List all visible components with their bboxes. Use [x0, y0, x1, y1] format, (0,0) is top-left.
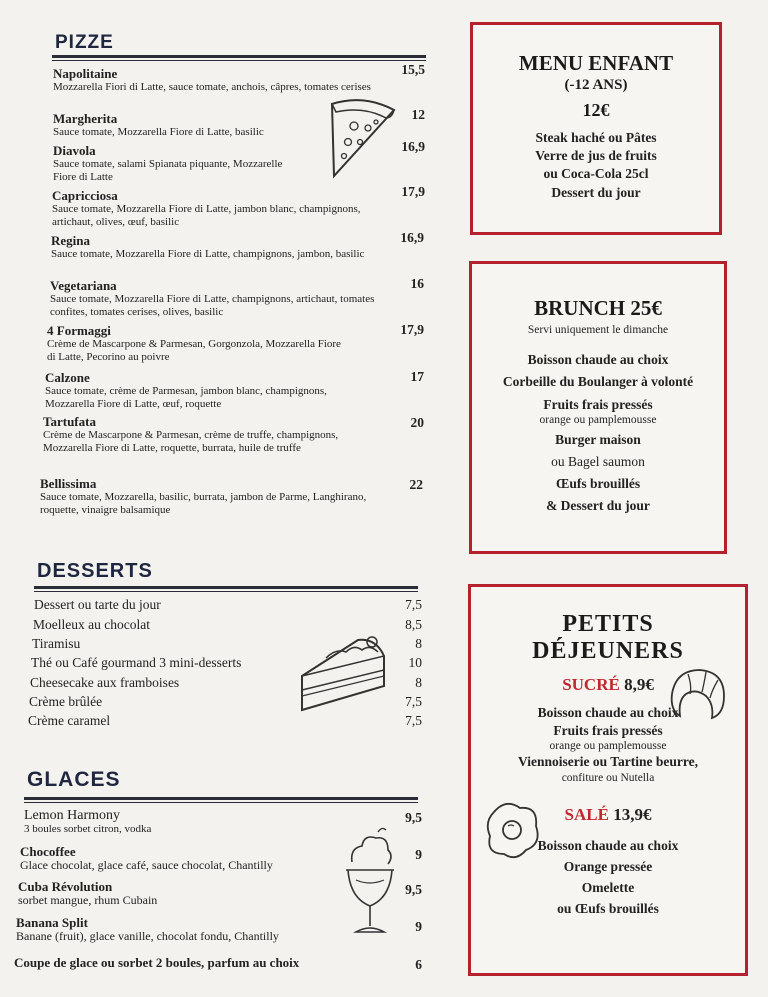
- brunch-subline: orange ou pamplemousse: [539, 414, 657, 426]
- pdj-title-1: PETITS: [562, 611, 654, 637]
- sucre-price: 8,9€: [624, 675, 654, 694]
- item-price: 12: [411, 107, 425, 122]
- glace-banana-split: [16, 916, 366, 943]
- dessert-item: Dessert ou tarte du jour: [34, 597, 161, 612]
- item-desc: sorbet mangue, rhum Cubain: [18, 893, 158, 907]
- pdj-line: ou Œufs brouillés: [557, 901, 659, 916]
- item-name: Vegetariana: [50, 278, 117, 293]
- pizza-4-formaggi: [47, 324, 347, 363]
- pdj-line: Boisson chaude au choix: [537, 838, 679, 853]
- item-price: 15,5: [401, 62, 425, 77]
- pdj-line: Omelette: [581, 880, 635, 895]
- dessert-item: Crème brûlée: [29, 694, 103, 709]
- croissant-icon: [666, 664, 730, 724]
- item-desc: Mozzarella Fiori di Latte, sauce tomate, anchois, câpres, tomates cerises: [53, 81, 371, 93]
- item-name: Regina: [51, 233, 90, 248]
- glace-chocoffee: [20, 845, 360, 872]
- pdj-line: Boisson chaude au choix: [537, 705, 679, 720]
- item-name: Banana Split: [16, 915, 88, 930]
- pizza-tartufata: [43, 415, 348, 454]
- sale-label: SALÉ: [564, 805, 609, 824]
- pizza-bellissima: [40, 477, 375, 516]
- item-desc: Sauce tomate, salami Spianata piquante, Mozzarelle Fiore di Latte: [53, 158, 283, 183]
- sundae-icon: [342, 826, 398, 940]
- menu-enfant-price: 12€: [582, 100, 610, 120]
- item-name: Bellissima: [40, 476, 97, 491]
- item-price: 6: [415, 957, 422, 972]
- dessert-item: Tiramisu: [32, 636, 81, 651]
- item-name: 4 Formaggi: [47, 323, 111, 338]
- sucre-label: SUCRÉ: [562, 675, 620, 694]
- menu-enfant-subtitle: (-12 ANS): [564, 77, 628, 93]
- dessert-item: Cheesecake aux framboises: [30, 675, 180, 690]
- glace-coupe: [14, 956, 384, 970]
- item-desc: Sauce tomate, Mozzarella Fiore di Latte, champignons, jambon, basilic: [51, 248, 365, 260]
- item-price: 7,5: [405, 694, 422, 709]
- pdj-line: Viennoiserie ou Tartine beurre,: [518, 754, 698, 769]
- dessert-item: Thé ou Café gourmand 3 mini-desserts: [31, 655, 242, 670]
- item-name: Lemon Harmony: [24, 808, 121, 823]
- pdj-subline: confiture ou Nutella: [561, 772, 655, 784]
- item-price: 20: [410, 415, 424, 430]
- brunch-title: BRUNCH 25€: [534, 296, 662, 320]
- pizza-capricciosa: [52, 189, 372, 228]
- glaces-title: GLACES: [27, 768, 121, 791]
- pizza-napolitaine: [53, 67, 383, 94]
- desserts-rule: [34, 586, 418, 589]
- item-name: Margherita: [53, 111, 118, 126]
- item-price: 17,9: [401, 184, 425, 199]
- item-price: 9: [415, 919, 422, 934]
- pdj-line: Orange pressée: [563, 859, 653, 874]
- brunch-line: Œufs brouillés: [555, 476, 641, 491]
- menu-enfant-line: Dessert du jour: [551, 185, 641, 200]
- brunch-line: Burger maison: [555, 432, 641, 447]
- item-name: Diavola: [53, 143, 96, 158]
- item-price: 7,5: [405, 713, 422, 728]
- item-desc: Sauce tomate, Mozzarella, basilic, burrata, jambon de Parme, Langhirano, roquette, vinaigre balsamique: [40, 491, 367, 516]
- brunch-line: Boisson chaude au choix: [527, 352, 669, 367]
- pizza-calzone: [45, 371, 375, 410]
- dessert-item: Moelleux au chocolat: [33, 617, 150, 632]
- item-name: Calzone: [45, 370, 90, 385]
- pizza-vegetariana: [50, 279, 380, 318]
- item-price: 16,9: [401, 139, 425, 154]
- item-price: 7,5: [405, 597, 422, 612]
- item-desc: Sauce tomate, crème de Parmesan, jambon blanc, champignons, Mozzarella Fiore di Latte, œuf, roquette: [45, 385, 327, 410]
- item-desc: Sauce tomate, Mozzarella Fiore di Latte, champignons, artichaut, tomates confites, tomates cerises, olives, basilic: [50, 293, 375, 318]
- brunch-line: Fruits frais pressés: [543, 397, 653, 412]
- dessert-item: Crème caramel: [28, 713, 111, 728]
- pdj-title-2: DÉJEUNERS: [532, 638, 684, 664]
- item-desc: Banane (fruit), glace vanille, chocolat fondu, Chantilly: [16, 929, 279, 943]
- pizze-rule: [52, 55, 426, 58]
- petits-dejeuners-box: [468, 584, 748, 976]
- item-name: Napolitaine: [53, 66, 118, 81]
- menu-enfant-box: [470, 22, 722, 235]
- brunch-line: & Dessert du jour: [546, 498, 650, 513]
- item-price: 22: [409, 477, 423, 492]
- item-name: Capricciosa: [52, 188, 118, 203]
- brunch-line: Corbeille du Boulanger à volonté: [502, 374, 694, 389]
- item-price: 17: [410, 369, 424, 384]
- brunch-line: ou Bagel saumon: [551, 454, 645, 469]
- menu-enfant-line: ou Coca-Cola 25cl: [543, 166, 649, 181]
- item-desc: Crème de Mascarpone & Parmesan, crème de truffe, champignons, Mozzarella Fiore di Latte, roquette, burrata, huile de truffe: [43, 429, 339, 454]
- brunch-box: [469, 261, 727, 554]
- item-name: Chocoffee: [20, 844, 76, 859]
- item-name: Tartufata: [43, 414, 96, 429]
- item-price: 8: [415, 675, 422, 690]
- item-price: 16,9: [400, 230, 424, 245]
- pizze-title: PIZZE: [55, 32, 114, 53]
- cake-slice-icon: [296, 630, 390, 716]
- item-price: 9,5: [405, 810, 422, 825]
- menu-enfant-title: MENU ENFANT: [518, 51, 674, 75]
- item-name: Coupe de glace ou sorbet 2 boules, parfum au choix: [14, 955, 300, 970]
- item-price: 8,5: [405, 617, 422, 632]
- pizza-diavola: [53, 144, 303, 183]
- pizza-slice-icon: [324, 96, 400, 182]
- item-price: 8: [415, 636, 422, 651]
- pdj-subline: orange ou pamplemousse: [549, 740, 667, 752]
- item-desc: Sauce tomate, Mozzarella Fiore di Latte, jambon blanc, champignons, artichaut, olives, œuf, basilic: [52, 203, 361, 228]
- pdj-line: Fruits frais pressés: [553, 723, 663, 738]
- fried-egg-icon: [484, 800, 542, 862]
- brunch-note: Servi uniquement le dimanche: [527, 324, 669, 336]
- item-desc: Crème de Mascarpone & Parmesan, Gorgonzola, Mozzarella Fiore di Latte, Pecorino au poivre: [47, 338, 341, 363]
- glaces-rule: [24, 797, 418, 800]
- pizza-margherita: [53, 112, 333, 139]
- item-price: 10: [408, 655, 422, 670]
- menu-enfant-line: Steak haché ou Pâtes: [535, 130, 657, 145]
- item-desc: Glace chocolat, glace café, sauce chocolat, Chantilly: [20, 858, 273, 872]
- menu-enfant-line: Verre de jus de fruits: [535, 148, 657, 163]
- glace-lemon-harmony: [24, 809, 354, 836]
- item-price: 9: [415, 847, 422, 862]
- item-name: Cuba Révolution: [18, 879, 113, 894]
- item-price: 16: [410, 276, 424, 291]
- desserts-title: DESSERTS: [37, 560, 153, 582]
- item-price: 9,5: [405, 882, 422, 897]
- sale-price: 13,9€: [613, 805, 652, 824]
- glace-cuba-revolution: [18, 880, 348, 907]
- item-desc: Sauce tomate, Mozzarella Fiore di Latte, basilic: [53, 126, 264, 138]
- pizza-regina: [51, 234, 381, 261]
- item-desc: 3 boules sorbet citron, vodka: [24, 823, 152, 835]
- item-price: 17,9: [400, 322, 424, 337]
